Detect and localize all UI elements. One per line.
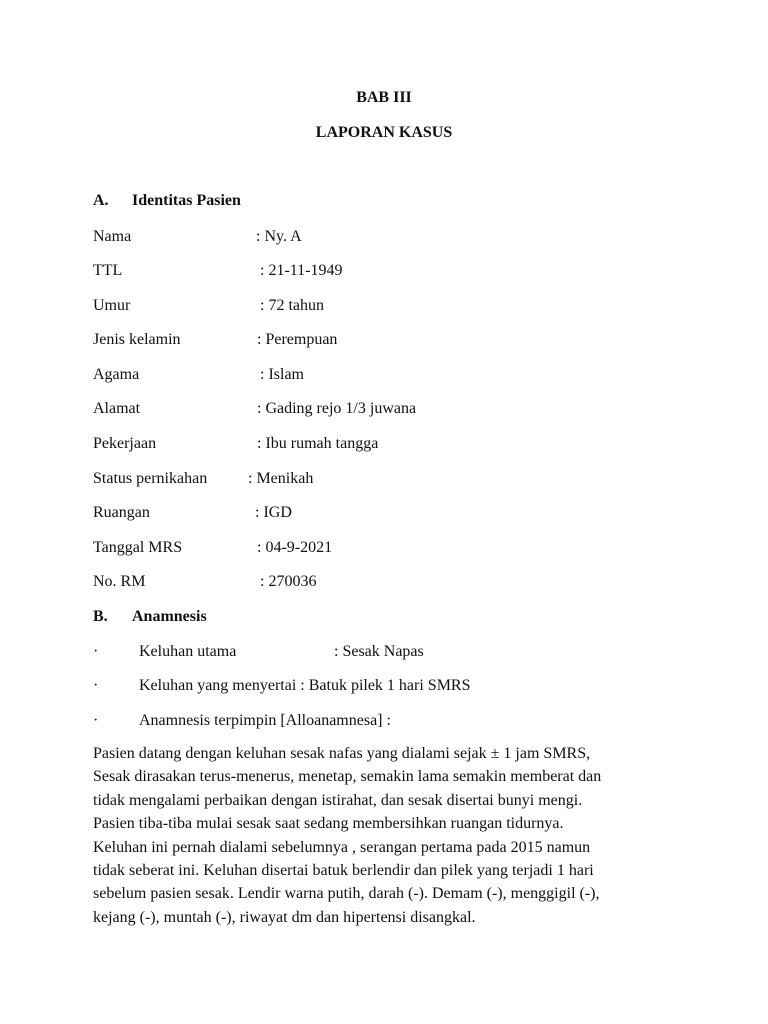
paragraph-line: Pasien tiba-tiba mulai sesak saat sedang membersihkan ruangan tidurnya. (93, 815, 564, 833)
field-value: : 72 tahun (260, 297, 324, 314)
field-value: : Perempuan (257, 331, 338, 348)
paragraph-line: tidak seberat ini. Keluhan disertai batuk berlendir dan pilek yang terjadi 1 hari (93, 862, 594, 880)
field-value: : 04-9-2021 (257, 539, 333, 556)
anamnesis-label: Keluhan utama (139, 643, 237, 660)
paragraph-line: Keluhan ini pernah dialami sebelumnya , serangan pertama pada 2015 namun (93, 838, 591, 856)
field-value: : Ny. A (256, 228, 302, 245)
field-label: Ruangan (93, 504, 150, 521)
field-value: : 21-11-1949 (260, 262, 343, 279)
paragraph-line: tidak mengalami perbaikan dengan istirahat, dan sesak disertai bunyi mengi. (93, 791, 583, 809)
field-value: : Menikah (248, 470, 314, 487)
field-value: : Ibu rumah tangga (257, 435, 379, 452)
paragraph-line: kejang (-), muntah (-), riwayat dm dan hipertensi disangkal. (93, 908, 476, 926)
anamnesis-label: Anamnesis terpimpin [Alloanamnesa] : (139, 712, 391, 729)
field-value: : 270036 (260, 573, 317, 590)
field-value: : IGD (255, 504, 292, 521)
paragraph-line: Pasien datang dengan keluhan sesak nafas yang dialami sejak ± 1 jam SMRS, (93, 745, 591, 762)
anamnesis-label: Keluhan yang menyertai : Batuk pilek 1 hari SMRS (139, 677, 471, 694)
paragraph-line: sebelum pasien sesak. Lendir warna putih, darah (-). Demam (-), menggigil (-), (93, 885, 600, 903)
field-label: No. RM (93, 573, 146, 590)
paragraph-line: Sesak dirasakan terus-menerus, menetap, semakin lama semakin memberat dan (93, 768, 602, 786)
chapter-heading: BAB III (356, 89, 412, 106)
bullet-dot: · (93, 712, 99, 729)
section-a-letter: A. (93, 192, 109, 209)
section-a-heading: Identitas Pasien (132, 192, 241, 209)
field-label: Status pernikahan (93, 470, 208, 487)
field-label: Jenis kelamin (93, 331, 181, 348)
bullet-dot: · (93, 643, 99, 660)
field-label: Alamat (93, 400, 141, 417)
field-label: Tanggal MRS (93, 539, 183, 556)
field-label: Umur (93, 297, 131, 314)
anamnesis-value: : Sesak Napas (334, 643, 424, 660)
field-label: Nama (93, 228, 132, 245)
field-label: Agama (93, 366, 140, 383)
field-label: Pekerjaan (93, 435, 157, 452)
anamnesis-paragraph (93, 742, 683, 929)
field-value: : Islam (260, 366, 304, 383)
section-a-title (93, 192, 241, 210)
section-b-title (93, 608, 207, 626)
bullet-dot: · (93, 677, 99, 694)
field-value: : Gading rejo 1/3 juwana (257, 400, 417, 417)
section-b-letter: B. (93, 608, 108, 625)
section-b-heading: Anamnesis (132, 608, 207, 625)
field-label: TTL (93, 262, 123, 279)
report-title: LAPORAN KASUS (315, 124, 453, 141)
